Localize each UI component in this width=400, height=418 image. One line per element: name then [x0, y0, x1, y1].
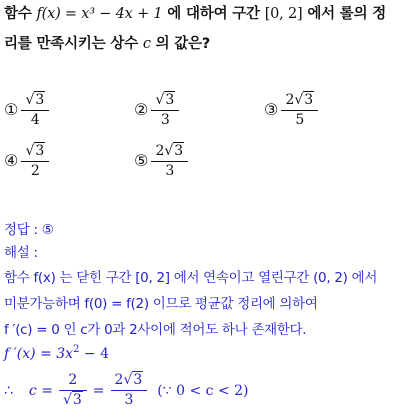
question-line-1: 함수 f(x) = x³ − 4x + 1 에 대하여 구간 [0, 2] 에서 롤의 정 — [4, 6, 387, 22]
option-5-marker: ⑤ — [134, 151, 149, 170]
option-4[interactable] — [4, 143, 47, 180]
option-3[interactable] — [264, 92, 316, 129]
option-4-fraction: $\frac{√3}{2}$ — [23, 143, 47, 180]
option-1-fraction: $\frac{√3}{4}$ — [23, 92, 47, 129]
explanation-line-4: f $'(x) = 3x^2 - 4$ — [4, 344, 109, 362]
explanation-line-5: ∴ c = $\frac{2}{√3}$ = $\frac{2√3}{3}$ (∵ 0 < c < 2) — [4, 372, 249, 408]
explanation-line-3: f ′(c) = 0 인 c가 0과 2사이에 적어도 하나 존재한다. — [4, 322, 307, 338]
option-2-marker: ② — [134, 100, 149, 119]
option-3-fraction: $\frac{2√3}{5}$ — [283, 92, 316, 129]
answer-label: 정답 : — [4, 222, 42, 238]
option-1[interactable] — [4, 92, 47, 129]
option-3-marker: ③ — [264, 100, 279, 119]
explanation-line-1: 함수 f(x) 는 닫힌 구간 [0, 2] 에서 연속이고 열린구간 (0, 2) 에서 — [4, 270, 378, 286]
condition: (∵ 0 < c < 2) — [157, 382, 249, 399]
answer — [4, 218, 54, 238]
fraction-2root3-over-3: $\frac{2√3}{3}$ — [113, 372, 146, 409]
option-5-fraction: $\frac{2√3}{3}$ — [153, 143, 186, 180]
option-1-marker: ① — [4, 100, 19, 119]
therefore-symbol: ∴ — [4, 382, 13, 399]
fraction-2-over-root3: $\frac{2}{√3}$ — [61, 372, 85, 409]
option-5[interactable] — [134, 143, 186, 180]
explanation-label: 해설 : — [4, 245, 38, 261]
question-line-2: 리를 만족시키는 상수 c 의 값은? — [4, 36, 211, 52]
option-2-fraction: $\frac{√3}{3}$ — [153, 92, 177, 129]
option-4-marker: ④ — [4, 151, 19, 170]
answer-value: ⑤ — [41, 222, 54, 238]
option-2[interactable] — [134, 92, 177, 129]
explanation-line-2: 미분가능하며 f(0) = f(2) 이므로 평균값 정리에 의하여 — [4, 296, 318, 312]
